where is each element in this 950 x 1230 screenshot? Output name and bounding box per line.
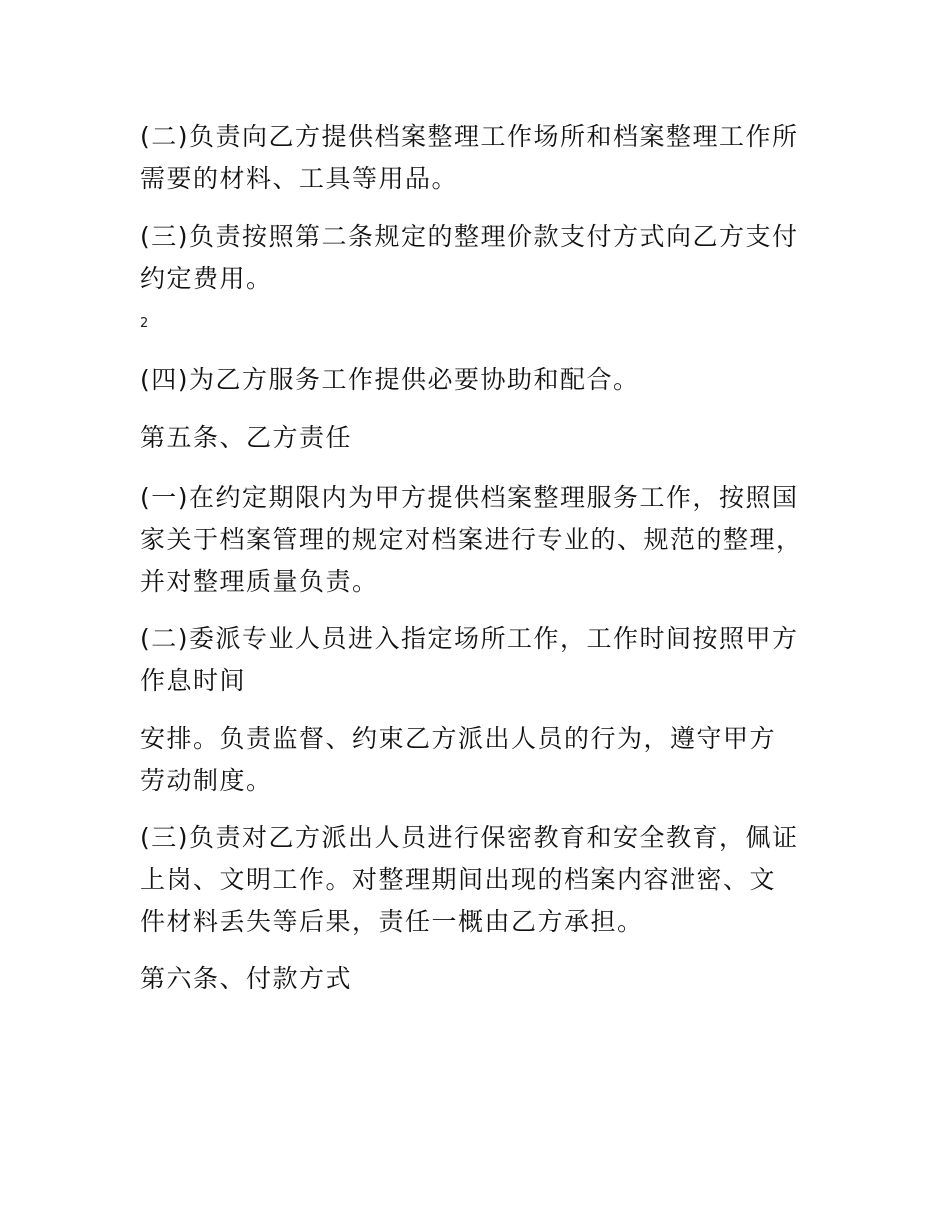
paragraph-party-b-duty-2-continued	[140, 718, 830, 802]
text-line: 需要的材料、工具等用品。	[140, 164, 459, 193]
paragraph-party-b-duty-2	[140, 618, 830, 702]
text-line: 上岗、文明工作。对整理期间出现的档案内容泄密、文	[140, 865, 777, 894]
paragraph-party-a-duty-4	[140, 359, 830, 401]
text-line: 第六条、付款方式	[140, 964, 353, 993]
paragraph-party-a-duty-2	[140, 116, 830, 200]
text-line: 约定费用。	[140, 264, 273, 293]
text-line: 第五条、乙方责任	[140, 423, 353, 452]
text-line: 劳动制度。	[140, 766, 273, 795]
paragraph-party-b-duty-3	[140, 817, 830, 943]
text-line: 作息时间	[140, 666, 247, 695]
text-line: (三)负责对乙方派出人员进行保密教育和安全教育，佩证	[140, 823, 799, 852]
text-line: (一)在约定期限内为甲方提供档案整理服务工作，按照国	[140, 483, 799, 512]
text-line: (三)负责按照第二条规定的整理价款支付方式向乙方支付	[140, 222, 799, 251]
page-number: 2	[140, 316, 149, 331]
text-line: (二)负责向乙方提供档案整理工作场所和档案整理工作所	[140, 122, 799, 151]
section-heading-article-5	[140, 417, 830, 459]
text-line: 安排。负责监督、约束乙方派出人员的行为，遵守甲方	[140, 724, 777, 753]
text-line: (二)委派专业人员进入指定场所工作，工作时间按照甲方	[140, 624, 799, 653]
text-line: (四)为乙方服务工作提供必要协助和配合。	[140, 365, 640, 394]
text-line: 家关于档案管理的规定对档案进行专业的、规范的整理，	[140, 525, 803, 554]
text-line: 并对整理质量负责。	[140, 567, 379, 596]
paragraph-party-b-duty-1	[140, 477, 830, 603]
text-line: 件材料丢失等后果，责任一概由乙方承担。	[140, 907, 644, 936]
section-heading-article-6	[140, 958, 830, 1000]
paragraph-party-a-duty-3	[140, 216, 830, 300]
